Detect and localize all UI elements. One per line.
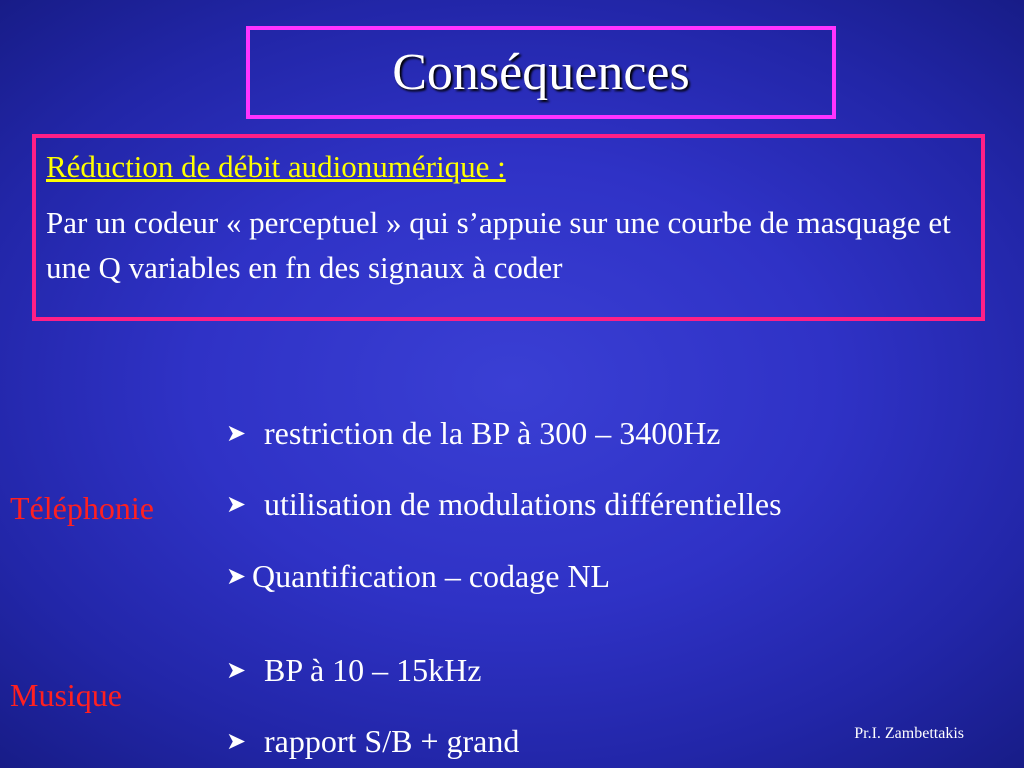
- category-label-music: Musique: [10, 677, 122, 713]
- arrow-right-icon: ➤: [226, 419, 247, 447]
- author-credit: Pr.I. Zambettakis: [854, 725, 964, 742]
- bullet-item: [226, 556, 610, 599]
- title-frame: [246, 26, 836, 119]
- category-label-telephone: Téléphonie: [10, 490, 154, 526]
- bullet-text: restriction de la BP à 300 – 3400Hz: [264, 415, 721, 451]
- bullet-text: BP à 10 – 15kHz: [264, 652, 482, 688]
- definition-heading: Réduction de débit audionumérique :: [46, 149, 506, 184]
- slide-title: Conséquences: [392, 44, 690, 101]
- bullet-text: rapport S/B + grand: [264, 723, 520, 759]
- arrow-right-icon: ➤: [226, 490, 247, 518]
- bullet-item: [226, 484, 782, 527]
- arrow-right-icon: ➤: [226, 727, 247, 755]
- bullet-text: utilisation de modulations différentielles: [264, 486, 782, 522]
- bullet-text: Quantification – codage NL: [252, 558, 611, 594]
- definition-frame: [32, 134, 985, 321]
- bullet-item: [226, 650, 481, 693]
- arrow-right-icon: ➤: [226, 562, 247, 590]
- bullet-item: [226, 413, 721, 456]
- definition-body: Par un codeur « perceptuel » qui s’appuie sur une courbe de masquage et une Q variables en fn des signaux à coder: [46, 205, 951, 285]
- arrow-right-icon: ➤: [226, 656, 247, 684]
- bullet-item: [226, 721, 519, 764]
